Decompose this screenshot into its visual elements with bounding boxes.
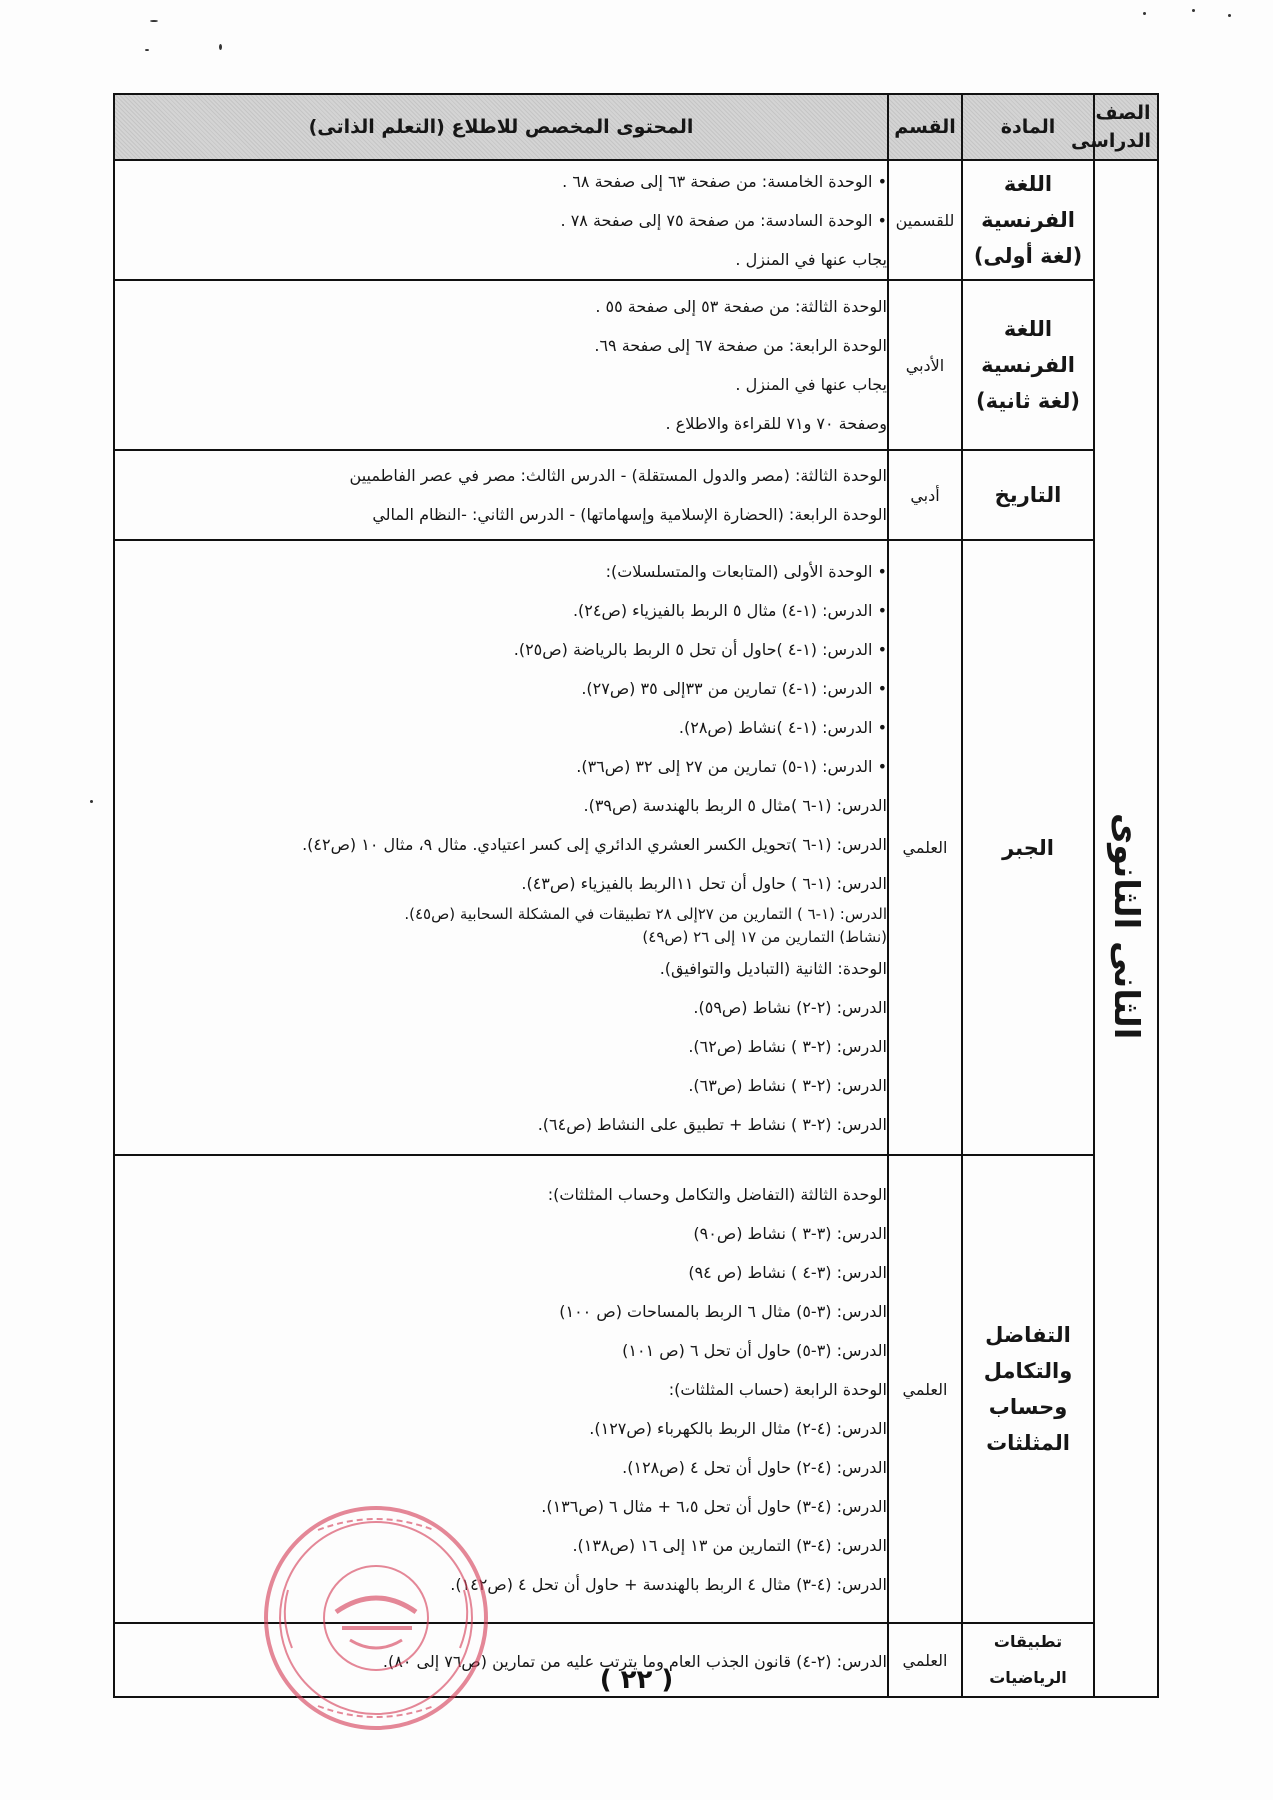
content-line: الدرس: (١-٦ ) حاول أن تحل ١١الربط بالفيزياء (ص٤٣). <box>521 873 887 893</box>
subject-cell: التاريخ <box>962 450 1094 540</box>
content-line: الوحدة الرابعة (حساب المثلثات): <box>668 1379 887 1399</box>
subject-cell: الجبر <box>962 540 1094 1155</box>
official-stamp <box>258 1500 494 1736</box>
table-row <box>114 540 1158 1155</box>
content-line: • الدرس: (١-٤) مثال ٥ الربط بالفيزياء (ص٢٤). <box>572 600 887 620</box>
content-line: الدرس: (٤-٢) مثال الربط بالكهرباء (ص١٢٧). <box>589 1418 887 1438</box>
content-line: الدرس: (٢-٣ ) نشاط + تطبيق على النشاط (ص٦٤). <box>537 1114 887 1134</box>
table-row <box>114 160 1158 280</box>
content-line: الوحدة الرابعة: (الحضارة الإسلامية وإسهاماتها) - الدرس الثاني: -النظام المالي <box>372 505 887 524</box>
content-cell <box>114 1155 888 1623</box>
content-line: الدرس: (١-٦ ) التمارين من ٢٧إلى ٢٨ تطبيقات في المشكلة السحابية (ص٤٥). <box>404 904 887 923</box>
content-line: الدرس: (٢-٣ ) نشاط (ص٦٣). <box>688 1075 887 1095</box>
content-line: • الدرس: (١-٤) تمارين من ٣٣إلى ٣٥ (ص٢٧). <box>581 678 887 698</box>
header-section: القسم <box>888 94 962 160</box>
content-cell <box>114 160 888 280</box>
content-line: (نشاط) التمارين من ١٧ إلى ٢٦ (ص٤٩) <box>642 927 887 946</box>
content-line: الدرس: (٤-٣) حاول أن تحل ٦،٥ + مثال ٦ (ص١٣٦). <box>541 1496 887 1516</box>
curriculum-table <box>113 93 1159 1698</box>
scan-speck <box>150 20 158 22</box>
scan-speck <box>145 49 149 51</box>
content-line: • الدرس: (١-٤ )حاول أن تحل ٥ الربط بالرياضة (ص٢٥). <box>513 639 887 659</box>
subject-cell: التفاضل والتكامل وحساب المثلثات <box>962 1155 1094 1623</box>
header-content: المحتوى المخصص للاطلاع (التعلم الذاتى) <box>114 94 888 160</box>
content-line: الدرس: (٤-٣) التمارين من ١٣ إلى ١٦ (ص١٣٨). <box>572 1535 887 1555</box>
grade-cell <box>1094 160 1158 1697</box>
content-line: الدرس: (١-٦ )مثال ٥ الربط بالهندسة (ص٣٩). <box>583 795 887 815</box>
subject-cell: اللغة الفرنسية (لغة أولى) <box>962 160 1094 280</box>
scan-speck <box>1192 9 1195 12</box>
content-line: يجاب عنها في المنزل . <box>735 249 887 269</box>
content-line: الدرس: (٢-٤) قانون الجذب العام وما يترتب عليه من تمارين (ص٧٦ إلى ٨٠). <box>382 1652 887 1671</box>
content-line: الوحدة الثالثة (التفاضل والتكامل وحساب المثلثات): <box>547 1184 887 1204</box>
content-cell <box>114 450 888 540</box>
section-cell: العلمي <box>888 1623 962 1697</box>
section-cell: أدبي <box>888 450 962 540</box>
content-line: وصفحة ٧٠ و٧١ للقراءة والاطلاع . <box>665 414 887 433</box>
content-line: • الوحدة السادسة: من صفحة ٧٥ إلى صفحة ٧٨ . <box>560 210 887 230</box>
table-row <box>114 450 1158 540</box>
content-line: الدرس: (٤-٣) مثال ٤ الربط بالهندسة + حاول أن تحل ٤ (ص١٤٢). <box>450 1574 887 1594</box>
scan-speck <box>1143 12 1146 15</box>
content-cell <box>114 280 888 450</box>
scan-speck <box>219 44 222 50</box>
content-line: الدرس: (٢-٢) نشاط (ص٥٩). <box>693 997 887 1017</box>
header-grade: الصف الدراسى <box>1094 94 1158 160</box>
section-cell: الأدبي <box>888 280 962 450</box>
grade-label: الثانى الثانوى <box>1106 813 1146 1040</box>
content-line: الدرس: (٣-٥) مثال ٦ الربط بالمساحات (ص ١٠٠) <box>559 1301 887 1321</box>
content-line: الوحدة الرابعة: من صفحة ٦٧ إلى صفحة ٦٩. <box>594 336 887 355</box>
content-line: • الوحدة الأولى (المتابعات والمتسلسلات): <box>605 561 887 581</box>
content-line: الدرس: (٤-٢) حاول أن تحل ٤ (ص١٢٨). <box>622 1457 887 1477</box>
content-line: • الوحدة الخامسة: من صفحة ٦٣ إلى صفحة ٦٨ . <box>562 171 887 191</box>
page-number: ( ٢٢ ) <box>599 1665 674 1695</box>
table-header-row <box>114 94 1158 160</box>
scan-speck <box>90 800 93 803</box>
header-subject: المادة <box>962 94 1094 160</box>
table-row <box>114 280 1158 450</box>
content-cell <box>114 540 888 1155</box>
content-line: الدرس: (٣-٥) حاول أن تحل ٦ (ص ١٠١) <box>622 1340 887 1360</box>
content-line: • الدرس: (١-٥) تمارين من ٢٧ إلى ٣٢ (ص٣٦). <box>576 756 887 776</box>
content-line: يجاب عنها في المنزل . <box>735 375 887 394</box>
content-line: الدرس: (١-٦ )تحويل الكسر العشري الدائري إلى كسر اعتيادي. مثال ٩، مثال ١٠ (ص٤٢). <box>302 834 887 854</box>
section-cell: العلمي <box>888 1155 962 1623</box>
subject-cell: تطبيقات الرياضيات <box>962 1623 1094 1697</box>
section-cell: للقسمين <box>888 160 962 280</box>
scan-speck <box>1228 14 1231 17</box>
table-body <box>114 160 1158 1697</box>
subject-cell: اللغة الفرنسية (لغة ثانية) <box>962 280 1094 450</box>
content-line: الدرس: (٣-٣ ) نشاط (ص٩٠) <box>693 1223 887 1243</box>
content-line: • الدرس: (١-٤ )نشاط (ص٢٨). <box>678 717 887 737</box>
content-line: الدرس: (٢-٣ ) نشاط (ص٦٢). <box>688 1036 887 1056</box>
content-line: الوحدة: الثانية (التباديل والتوافيق). <box>659 958 887 978</box>
content-line: الوحدة الثالثة: (مصر والدول المستقلة) - الدرس الثالث: مصر في عصر الفاطميين <box>349 466 887 485</box>
content-line: الوحدة الثالثة: من صفحة ٥٣ إلى صفحة ٥٥ . <box>595 297 887 316</box>
section-cell: العلمي <box>888 540 962 1155</box>
content-line: الدرس: (٣-٤ ) نشاط (ص ٩٤) <box>688 1262 887 1282</box>
